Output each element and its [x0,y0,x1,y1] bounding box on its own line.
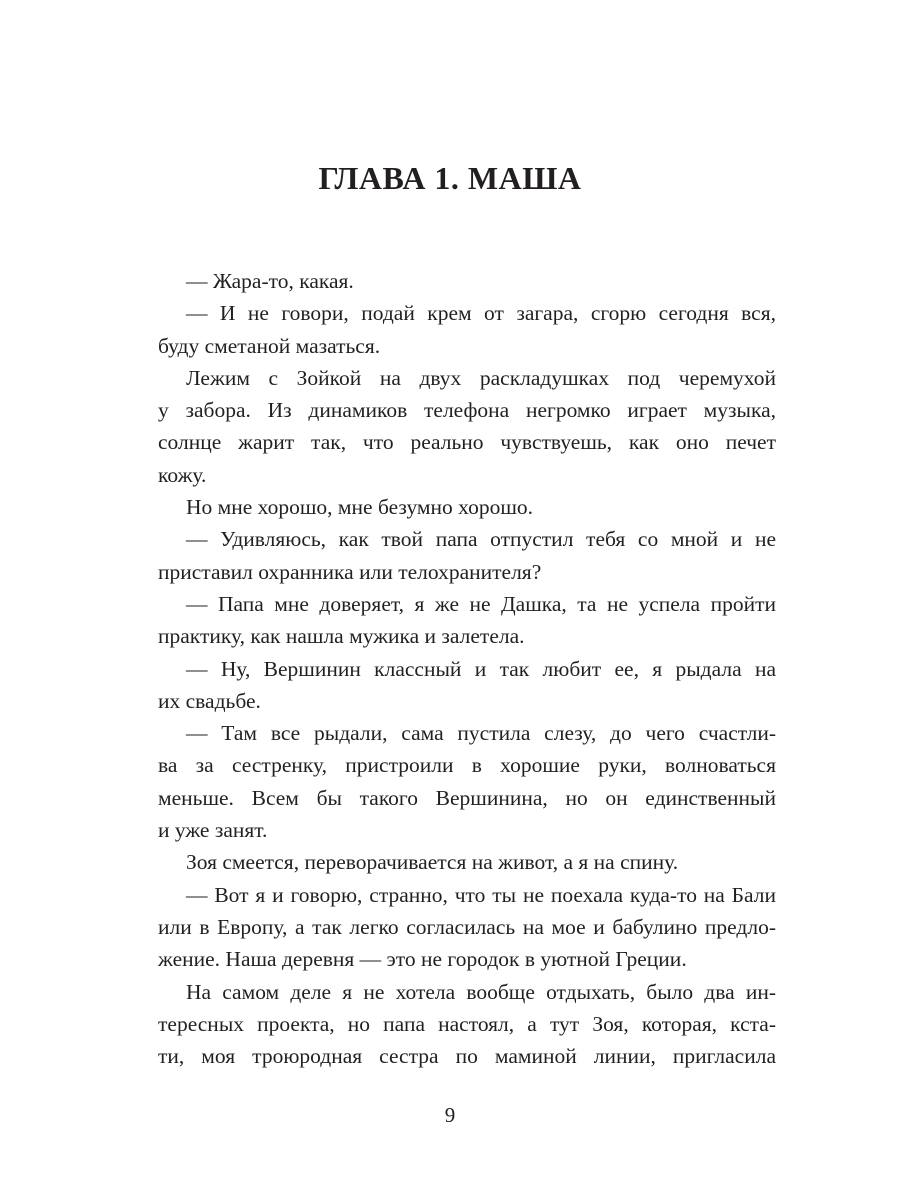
text-line: меньше. Всем бы такого Вершинина, но он единственный [158,785,776,810]
text-line: Лежим с Зойкой на двух раскладушках под черемухой [186,365,776,390]
text-line: Зоя смеется, переворачивается на живот, а я на спину. [186,850,679,875]
text-line: На самом деле я не хотела вообще отдыхать, было два ин- [186,979,776,1004]
text-line: ва за сестренку, пристроили в хорошие руки, волноваться [158,753,776,778]
page-number: 9 [444,1103,456,1127]
text-line: кожу. [158,462,207,487]
text-line: или в Европу, а так легко согласилась на мое и бабулино предло- [158,914,776,939]
text-line: практику, как нашла мужика и залетела. [158,624,525,649]
text-line: Но мне хорошо, мне безумно хорошо. [186,495,534,520]
text-line: буду сметаной мазаться. [158,333,381,358]
text-line: — Жара-то, какая. [186,269,354,293]
chapter-title: ГЛАВА 1. МАША [318,160,582,196]
text-line: тересных проекта, но папа настоял, а тут Зоя, которая, кста- [158,1011,776,1036]
text-line: — Ну, Вершинин классный и так любит ее, я рыдала на [186,656,776,681]
chapter-body [158,265,776,1072]
text-line: — Вот я и говорю, странно, что ты не поехала куда-то на Бали [186,882,776,907]
text-line: ти, моя троюродная сестра по маминой линии, пригласила [158,1044,776,1069]
text-line: солнце жарит так, что реально чувствуешь, как оно печет [158,430,776,455]
text-line: у забора. Из динамиков телефона негромко играет музыка, [158,398,776,423]
text-line: жение. Наша деревня — это не городок в уютной Греции. [158,947,687,972]
text-line: — Удивляюсь, как твой папа отпустил тебя со мной и не [186,527,776,552]
text-line: — Там все рыдали, сама пустила слезу, до чего счастли- [186,721,776,746]
text-line: — Папа мне доверяет, я же не Дашка, та не успела пройти [186,591,776,616]
text-line: приставил охранника или телохранителя? [158,559,542,584]
text-line: и уже занят. [158,818,268,843]
text-line: их свадьбе. [158,688,261,713]
text-line: — И не говори, подай крем от загара, сгорю сегодня вся, [186,301,776,326]
